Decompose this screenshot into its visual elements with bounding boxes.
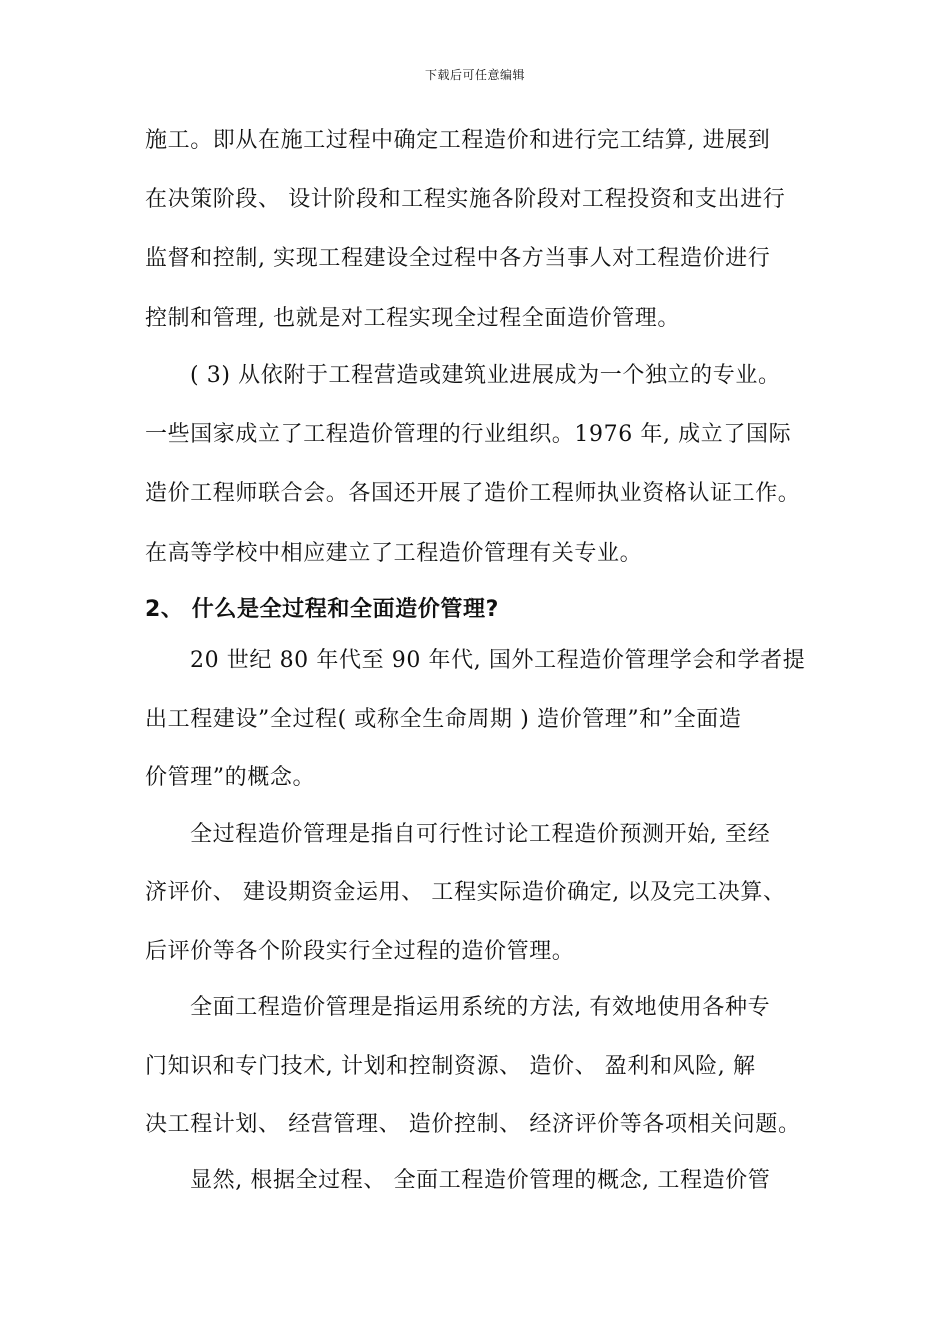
text-line: 20 世纪 80 年代至 90 年代, 国外工程造价管理学会和学者提 [190,648,806,673]
text-line: ( 3) 从依附于工程营造或建筑业进展成为一个独立的专业。 [190,363,781,388]
text-line: 价管理”的概念。 [145,765,316,790]
text-line: 在高等学校中相应建立了工程造价管理有关专业。 [145,541,643,566]
text-line: 控制和管理, 也就是对工程实现全过程全面造价管理。 [145,306,680,331]
page-header: 下载后可任意编辑 [424,68,525,82]
text-line: 决工程计划、 经营管理、 造价控制、 经济评价等各项相关问题。 [145,1112,801,1137]
text-line: 后评价等各个阶段实行全过程的造价管理。 [145,939,575,964]
text-line: 全面工程造价管理是指运用系统的方法, 有效地使用各种专 [190,995,771,1020]
text-line: 全过程造价管理是指自可行性讨论工程造价预测开始, 至经 [190,822,771,847]
text-line: 门知识和专门技术, 计划和控制资源、 造价、 盈利和风险, 解 [145,1054,756,1079]
text-line: 显然, 根据全过程、 全面工程造价管理的概念, 工程造价管 [190,1168,771,1193]
section-heading: 2、 什么是全过程和全面造价管理? [145,597,499,622]
text-line: 施工。即从在施工过程中确定工程造价和进行完工结算, 进展到 [145,128,771,153]
text-line: 在决策阶段、 设计阶段和工程实施各阶段对工程投资和支出进行 [145,187,786,212]
text-line: 一些国家成立了工程造价管理的行业组织。1976 年, 成立了国际 [145,422,792,447]
text-line: 济评价、 建设期资金运用、 工程实际造价确定, 以及完工决算、 [145,880,786,905]
text-line: 造价工程师联合会。各国还开展了造价工程师执业资格认证工作。 [145,481,801,506]
text-line: 监督和控制, 实现工程建设全过程中各方当事人对工程造价进行 [145,246,771,271]
text-line: 出工程建设”全过程( 或称全生命周期 ) 造价管理”和”全面造 [145,707,742,732]
